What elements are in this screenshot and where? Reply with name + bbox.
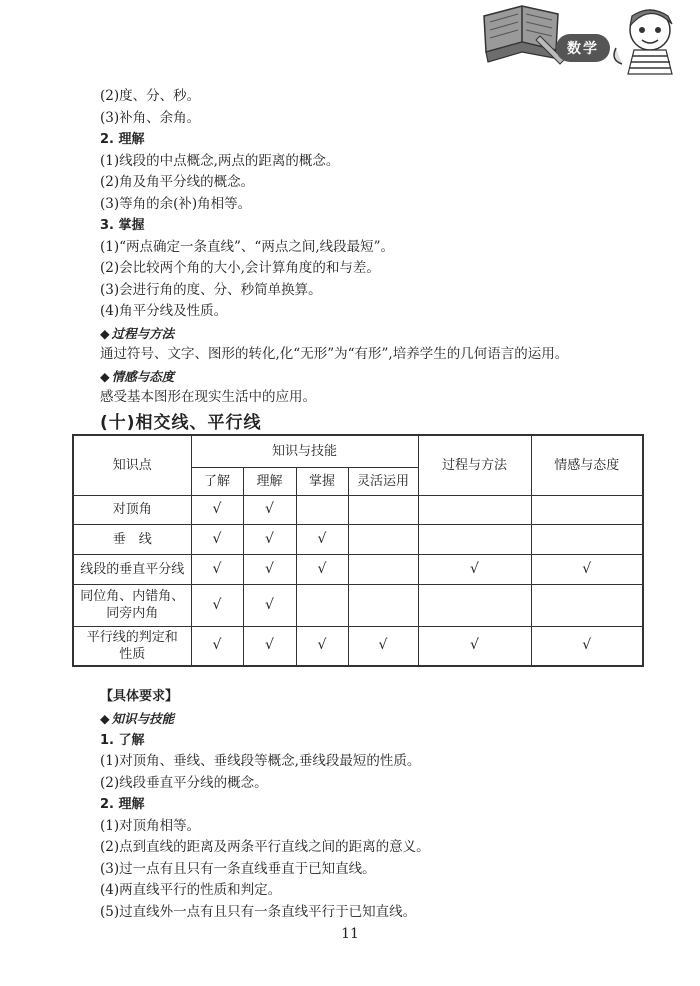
row-label-line: 同位角、内错角、: [80, 589, 185, 604]
check-cell: √: [243, 495, 296, 524]
row-label-line: 同旁内角: [106, 606, 159, 621]
check-cell: [418, 584, 531, 626]
text-line: (2)点到直线的距离及两条平行直线之间的距离的意义。: [100, 839, 430, 855]
text-line: (2)度、分、秒。: [100, 88, 201, 104]
text-line: (4)两直线平行的性质和判定。: [100, 882, 282, 898]
header-emotion-attitude: 情感与态度: [531, 435, 643, 495]
text-line: (3)过一点有且只有一条直线垂直于已知直线。: [100, 860, 376, 877]
check-cell: [531, 524, 643, 554]
table-row: [73, 495, 643, 524]
check-cell: √: [243, 584, 296, 626]
diamond-bullet-icon: ◆: [100, 368, 110, 384]
check-cell: [531, 495, 643, 524]
text-line: (2)线段垂直平分线的概念。: [100, 774, 268, 791]
header-knowledge-skill: 知识与技能: [191, 435, 418, 467]
header-flexible-use: 灵活运用: [348, 467, 418, 495]
check-cell: √: [296, 626, 348, 666]
row-label: [73, 626, 191, 666]
check-cell: √: [348, 626, 418, 666]
header-understand: 理解: [243, 467, 296, 495]
check-cell: √: [191, 584, 243, 626]
check-cell: √: [418, 626, 531, 666]
know-heading: 1. 了解: [100, 732, 145, 748]
emotion-heading-label: 情感与态度: [111, 368, 175, 384]
text-line: (3)会进行角的度、分、秒简单换算。: [100, 281, 322, 298]
header-process-method: 过程与方法: [418, 435, 531, 495]
process-heading-label: 过程与方法: [111, 325, 175, 341]
row-label: 线段的垂直平分线: [73, 554, 191, 584]
text-line: (4)角平分线及性质。: [100, 303, 228, 319]
emotion-heading: [100, 366, 640, 388]
check-cell: [531, 584, 643, 626]
check-cell: √: [296, 554, 348, 584]
check-cell: [348, 495, 418, 524]
knowledge-table: [72, 434, 644, 667]
understand-heading: 2. 理解: [100, 132, 145, 147]
process-text: 通过符号、文字、图形的转化,化“无形”为“有形”,培养学生的几何语言的运用。: [100, 346, 569, 362]
knowledge-skill-heading-label: 知识与技能: [111, 711, 175, 726]
check-cell: [348, 554, 418, 584]
row-label-line: 性质: [119, 646, 146, 662]
process-heading: [100, 323, 640, 345]
check-cell: [348, 524, 418, 554]
check-cell: [418, 524, 531, 554]
row-label: [73, 584, 191, 626]
row-label: 对顶角: [73, 495, 191, 524]
text-line: (1)对顶角、垂线、垂线段等概念,垂线段最短的性质。: [100, 753, 421, 769]
check-cell: √: [243, 554, 296, 584]
master-heading: 3. 掌握: [100, 218, 145, 233]
upper-content: [100, 86, 640, 435]
text-line: (2)角及角平分线的概念。: [100, 174, 255, 190]
check-cell: √: [191, 626, 243, 666]
comprehend-heading: 2. 理解: [100, 797, 145, 812]
check-cell: √: [191, 554, 243, 584]
text-line: (1)“两点确定一条直线”、“两点之间,线段最短”。: [100, 238, 395, 255]
knowledge-skill-heading: [100, 708, 640, 730]
diamond-bullet-icon: ◆: [100, 325, 110, 341]
table-row: [73, 524, 643, 554]
lower-content: [100, 678, 640, 923]
table-row: [73, 626, 643, 666]
check-cell: [296, 584, 348, 626]
header-master: 掌握: [296, 467, 348, 495]
page-number: 11: [341, 926, 359, 942]
subject-badge: 数学: [556, 34, 610, 62]
check-cell: √: [243, 626, 296, 666]
header-know: 了解: [191, 467, 243, 495]
requirements-heading: 【具体要求】: [100, 689, 179, 704]
text-line: (2)会比较两个角的大小,会计算角度的和与差。: [100, 260, 380, 276]
text-line: (3)等角的余(补)角相等。: [100, 195, 252, 212]
text-line: (3)补角、余角。: [100, 109, 201, 126]
check-cell: √: [243, 524, 296, 554]
emotion-text: 感受基本图形在现实生活中的应用。: [100, 389, 316, 405]
check-cell: [348, 584, 418, 626]
check-cell: √: [191, 524, 243, 554]
header-knowledge-point: 知识点: [73, 435, 191, 495]
row-label: 垂 线: [73, 524, 191, 554]
check-cell: √: [531, 554, 643, 584]
check-cell: √: [191, 495, 243, 524]
text-line: (5)过直线外一点有且只有一条直线平行于已知直线。: [100, 903, 417, 920]
check-cell: √: [296, 524, 348, 554]
table-row: [73, 584, 643, 626]
check-cell: √: [418, 554, 531, 584]
table-row: [73, 554, 643, 584]
check-cell: [296, 495, 348, 524]
row-label-line: 平行线的判定和: [86, 629, 178, 645]
text-line: (1)线段的中点概念,两点的距离的概念。: [100, 152, 340, 169]
check-cell: √: [531, 626, 643, 666]
check-cell: [418, 495, 531, 524]
text-line: (1)对顶角相等。: [100, 817, 201, 834]
chapter-title: (十)相交线、平行线: [100, 412, 262, 433]
diamond-bullet-icon: ◆: [100, 711, 110, 726]
